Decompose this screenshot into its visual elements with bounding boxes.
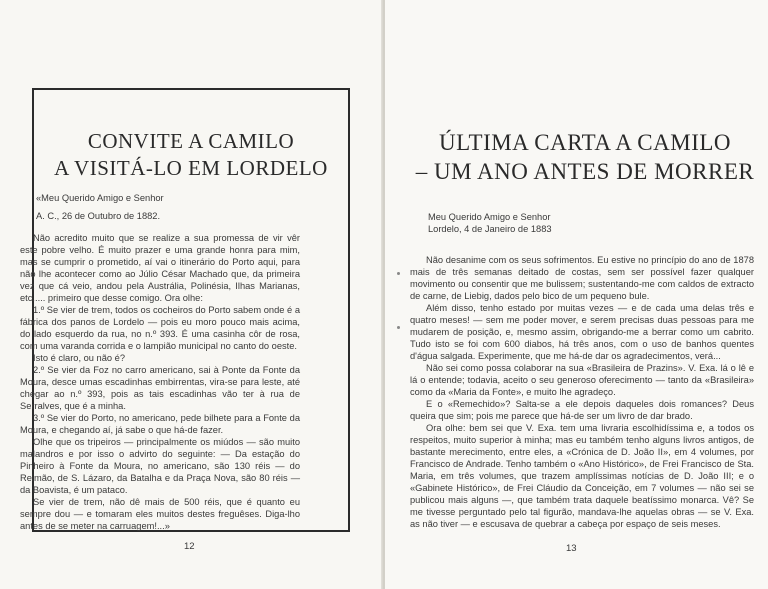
right-paragraph: Ora olhe: bem sei que V. Exa. tem uma livraria escolhidíssima e, a todos os respeitos, muito superior à minha; mas eu também tenho alguns livros antigos, de bastante merecimento, entre eles, a «Crónica de D. João II», em 4 volumes, por Francisco de Andrade. Tenho também o «Ano Histórico», de Frei Francisco de Sta. Maria, em três volumes, que trazem amplíssimas notícias de D. João III; e o «Gabinete Histórico», de Frei Cláudio da Conceição, em 7 volumes — não sei se publicou mais alguns —, que também trata daquele beatíssimo monarca. Vê? Se me tivesse perguntado pelo tal figurão, mandava-lhe aquelas obras — se V. Exa. as não tiver — e escusava de quebrar a cabeça por espaço de seis meses. (410, 423, 754, 529)
left-paragraph: Isto é claro, ou não é? (33, 353, 125, 363)
right-page-number: 13 (566, 543, 577, 554)
right-salutation: Meu Querido Amigo e Senhor (428, 212, 551, 222)
left-title-line-1: CONVITE A CAMILO (87, 129, 295, 153)
right-dateline: Lordelo, 4 de Janeiro de 1883 (428, 224, 552, 234)
left-paragraph: 2.º Se vier da Foz no carro americano, sai à Ponte da Fonte da Moura, desce umas escadinhas embirrentas, vira-se para leste, até chegar ao n.º 393, pois as tais escadinhas vão ter à rua de Serralves, que é a minha. (20, 365, 300, 411)
right-paragraph: E o «Remechido»? Salta-se a ele depois daqueles dois romances? Deus queira que sim; pois me parece que há-de ser um livro de dar brado. (410, 399, 754, 421)
right-paragraph: Não sei como possa colaborar na sua «Brasileira de Prazins». V. Exa. lá o lê e lá o entende; todavia, aceito o seu generoso oferecimento — tanto da «Brasileira» como da «Maria da Fonte», e muito lhe agradeço. (410, 363, 754, 397)
left-salutation: «Meu Querido Amigo e Senhor (36, 193, 164, 203)
right-title-line-2: – UM ANO ANTES DE MORRER (415, 159, 755, 184)
right-salutation-block (428, 211, 552, 235)
left-paragraph: Não acredito muito que se realize a sua promessa de vir vêr este pobre velho. É muito prazer e uma grande honra para mim, mas se cumprir o prometido, aí vai o itinerário do Porto aqui, para não lhe acontecer como ao Júlio César Machado que, da primeira vez que cá veio, andou pela Austrália, Polinésia, Ilhas Marianas, etc..... primeiro que desse comigo. Ora olhe: (20, 233, 300, 303)
left-dateline: A. C., 26 de Outubro de 1882. (36, 211, 161, 221)
right-paragraph: Além disso, tenho estado por muitas vezes — e de cada uma delas três e quatro meses! — sem me poder mover, e serem precisas duas pessoas para me mudarem de posição, e, mesmo assim, obrigando-me a berrar como um cabrito. Tudo isto se foi com 600 diabos, há três anos, com o uso de banhos quentes d'água salgada. Experimente, que me há-de dar os agradecimentos, verá... (410, 303, 754, 361)
right-title-line-1: ÚLTIMA CARTA A CAMILO (438, 130, 732, 155)
left-paragraph: Se vier de trem, não dê mais de 500 réis, que é quanto eu sempre dou — e tomaram eles muitos destes freguêses. Diga-lho antes de se meter na carruagem!...» (20, 497, 300, 531)
left-letter-body (20, 232, 300, 532)
binding-mark (397, 272, 400, 275)
left-paragraph: 3.º Se vier do Porto, no americano, pede bilhete para a Fonte da Moura, e chegando aí, já sabe o que há-de fazer. (20, 413, 300, 435)
right-page-title (405, 128, 765, 186)
left-page-number: 12 (184, 541, 195, 552)
left-paragraph: 1.º Se vier de trem, todos os cocheiros do Porto sabem onde é a fábrica dos panos de Lordelo — pois eu moro pouco mais acima, do lado esquerdo da rua, no n.º 393. É uma casinha côr de rosa, com uma varanda corrida e o lampião municipal no canto do oeste. (20, 305, 300, 351)
left-page (0, 0, 383, 589)
left-title-line-2: A VISITÁ-LO EM LORDELO (54, 156, 328, 180)
left-paragraph: Olhe que os tripeiros — principalmente os miúdos — são muito malandros e por isso o advirto do seguinte: — Da estação do Pinheiro à Fonte da Moura, no americano, são 130 réis — do Reimão, de S. Lázaro, da Batalha e da Praça Nova, são 80 réis — da Boavista, é um pataco. (20, 437, 300, 495)
right-paragraph: Não desanime com os seus sofrimentos. Eu estive no princípio do ano de 1878 mais de três semanas deitado de costas, sem ser possível fazer qualquer movimento ou consentir que me bulissem; sustentando-me com caldos de extracto de carne, de Liebig, dados pelo bico de um pequeno bule. (410, 255, 754, 301)
left-page-title (34, 128, 348, 182)
right-letter-body (410, 254, 754, 530)
binding-mark (397, 326, 400, 329)
